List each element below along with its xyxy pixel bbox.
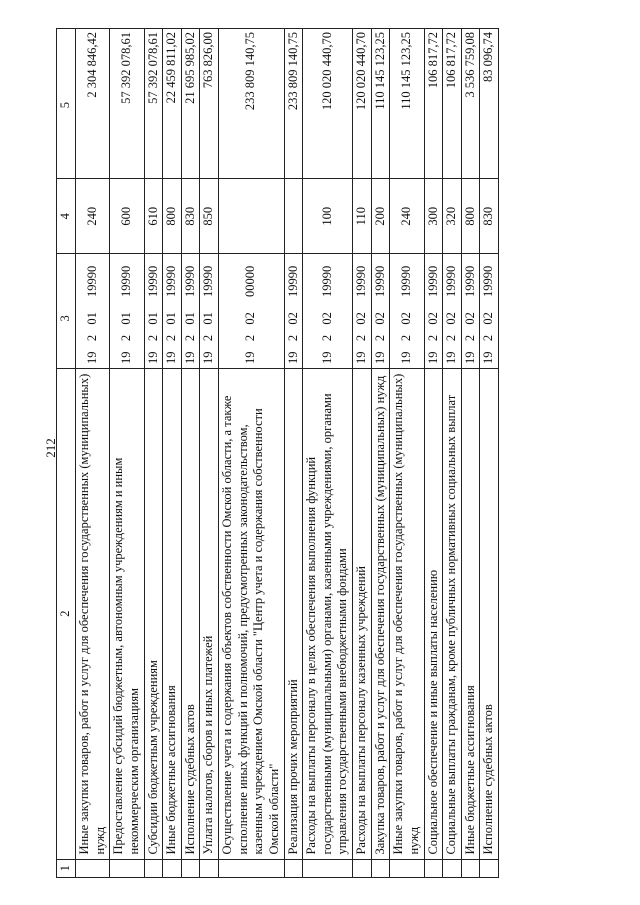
row-name-cell: Иные бюджетные ассигнования [163, 368, 182, 859]
row-code-a-cell: 19 [480, 348, 499, 368]
table-row [353, 29, 372, 878]
table-row [424, 29, 443, 878]
row-code-a-cell: 19 [443, 348, 462, 368]
row-type-cell: 240 [76, 179, 110, 254]
table-row [303, 29, 353, 878]
row-name-cell: Социальное обеспечение и иные выплаты населению [424, 368, 443, 859]
row-type-cell: 830 [181, 179, 200, 254]
row-code-c-cell: 02 [284, 308, 303, 328]
table-body [76, 29, 499, 878]
row-code-b-cell: 2 [461, 328, 480, 348]
row-sum-cell: 763 826,00 [200, 29, 219, 179]
row-index-cell [461, 859, 480, 877]
header-col-3d [57, 254, 76, 309]
row-sum-cell: 110 145 123,25 [390, 29, 424, 179]
row-index-cell [303, 859, 353, 877]
row-code-c-cell: 02 [219, 308, 285, 328]
row-code-b-cell: 2 [480, 328, 499, 348]
row-index-cell [443, 859, 462, 877]
row-index-cell [76, 859, 110, 877]
row-code-a-cell: 19 [424, 348, 443, 368]
row-code-b-cell: 2 [371, 328, 390, 348]
row-sum-cell: 3 536 759,08 [461, 29, 480, 179]
row-index-cell [424, 859, 443, 877]
row-code-d-cell: 19990 [443, 254, 462, 309]
row-index-cell [371, 859, 390, 877]
table-row [284, 29, 303, 878]
row-code-c-cell: 02 [371, 308, 390, 328]
row-code-d-cell: 00000 [219, 254, 285, 309]
row-code-a-cell: 19 [200, 348, 219, 368]
row-code-a-cell: 19 [181, 348, 200, 368]
row-name-cell: Иные закупки товаров, работ и услуг для обеспечения государственных (муниципальных) нужд [76, 368, 110, 859]
row-code-a-cell: 19 [76, 348, 110, 368]
row-code-a-cell: 19 [284, 348, 303, 368]
row-sum-cell: 106 817,72 [443, 29, 462, 179]
row-code-c-cell: 01 [76, 308, 110, 328]
row-code-d-cell: 19990 [200, 254, 219, 309]
row-name-cell: Закупка товаров, работ и услуг для обеспечения государственных (муниципальных) нужд [371, 368, 390, 859]
row-sum-cell: 83 096,74 [480, 29, 499, 179]
table-row [461, 29, 480, 878]
row-type-cell: 200 [371, 179, 390, 254]
page-number: 212 [43, 438, 58, 458]
row-sum-cell: 57 392 078,61 [110, 29, 144, 179]
table-row [110, 29, 144, 878]
row-code-c-cell: 01 [200, 308, 219, 328]
row-code-d-cell: 19990 [181, 254, 200, 309]
row-code-b-cell: 2 [424, 328, 443, 348]
header-col-1: 1 [57, 859, 76, 877]
row-name-cell: Социальные выплаты гражданам, кроме публичных нормативных социальных выплат [443, 368, 462, 859]
row-name-cell: Расходы на выплаты персоналу казенных учреждений [353, 368, 372, 859]
row-code-d-cell: 19990 [461, 254, 480, 309]
header-col-5: 5 [57, 29, 76, 179]
row-type-cell [284, 179, 303, 254]
row-code-a-cell: 19 [390, 348, 424, 368]
row-code-b-cell: 2 [443, 328, 462, 348]
row-name-cell: Реализация прочих мероприятий [284, 368, 303, 859]
row-code-a-cell: 19 [461, 348, 480, 368]
row-code-c-cell: 02 [303, 308, 353, 328]
row-name-cell: Субсидии бюджетным учреждениям [144, 368, 163, 859]
row-sum-cell: 2 304 846,42 [76, 29, 110, 179]
row-name-cell: Исполнение судебных актов [480, 368, 499, 859]
table-row [443, 29, 462, 878]
header-col-3b [57, 328, 76, 348]
row-sum-cell: 110 145 123,25 [371, 29, 390, 179]
row-code-d-cell: 19990 [390, 254, 424, 309]
row-code-c-cell: 01 [110, 308, 144, 328]
row-type-cell: 240 [390, 179, 424, 254]
row-sum-cell: 106 817,72 [424, 29, 443, 179]
table-row [163, 29, 182, 878]
row-code-b-cell: 2 [76, 328, 110, 348]
header-col-2: 2 [57, 368, 76, 859]
row-code-a-cell: 19 [303, 348, 353, 368]
row-code-b-cell: 2 [181, 328, 200, 348]
row-code-a-cell: 19 [110, 348, 144, 368]
row-index-cell [284, 859, 303, 877]
table-row [144, 29, 163, 878]
table-row [390, 29, 424, 878]
row-code-a-cell: 19 [371, 348, 390, 368]
row-name-cell: Исполнение судебных актов [181, 368, 200, 859]
row-sum-cell: 21 695 985,02 [181, 29, 200, 179]
row-type-cell: 800 [461, 179, 480, 254]
table-row [371, 29, 390, 878]
row-code-d-cell: 19990 [353, 254, 372, 309]
row-code-c-cell: 02 [480, 308, 499, 328]
row-index-cell [480, 859, 499, 877]
row-code-c-cell: 02 [424, 308, 443, 328]
row-type-cell: 300 [424, 179, 443, 254]
row-code-b-cell: 2 [303, 328, 353, 348]
row-code-d-cell: 19990 [284, 254, 303, 309]
row-index-cell [144, 859, 163, 877]
row-name-cell: Расходы на выплаты персоналу в целях обеспечения выполнения функций государственными (муниципальными) органами, казенными учреждениями, органами управления государственными внебюджетными фондами [303, 368, 353, 859]
row-index-cell [219, 859, 285, 877]
row-index-cell [390, 859, 424, 877]
header-col-3: 3 [57, 308, 76, 328]
row-code-d-cell: 19990 [424, 254, 443, 309]
row-sum-cell: 120 020 440,70 [303, 29, 353, 179]
row-sum-cell: 22 459 811,02 [163, 29, 182, 179]
row-index-cell [110, 859, 144, 877]
row-code-c-cell: 02 [390, 308, 424, 328]
row-code-c-cell: 02 [443, 308, 462, 328]
row-code-c-cell: 01 [163, 308, 182, 328]
table-row [480, 29, 499, 878]
row-index-cell [163, 859, 182, 877]
header-col-3a [57, 348, 76, 368]
row-code-a-cell: 19 [144, 348, 163, 368]
table-row [219, 29, 285, 878]
row-type-cell: 610 [144, 179, 163, 254]
budget-table-rotated [56, 28, 611, 878]
row-type-cell: 100 [303, 179, 353, 254]
row-code-b-cell: 2 [144, 328, 163, 348]
row-name-cell: Иные закупки товаров, работ и услуг для обеспечения государственных (муниципальных) нужд [390, 368, 424, 859]
row-name-cell: Предоставление субсидий бюджетным, автономным учреждениям и иным некоммерческим организациям [110, 368, 144, 859]
row-type-cell: 850 [200, 179, 219, 254]
row-sum-cell: 233 809 140,75 [219, 29, 285, 179]
header-row [57, 29, 76, 878]
row-code-d-cell: 19990 [480, 254, 499, 309]
row-name-cell: Иные бюджетные ассигнования [461, 368, 480, 859]
row-sum-cell: 233 809 140,75 [284, 29, 303, 179]
row-code-b-cell: 2 [163, 328, 182, 348]
row-type-cell: 600 [110, 179, 144, 254]
row-type-cell: 800 [163, 179, 182, 254]
row-code-d-cell: 19990 [163, 254, 182, 309]
row-code-a-cell: 19 [353, 348, 372, 368]
row-sum-cell: 120 020 440,70 [353, 29, 372, 179]
row-code-c-cell: 02 [353, 308, 372, 328]
row-code-d-cell: 19990 [110, 254, 144, 309]
row-code-c-cell: 01 [144, 308, 163, 328]
row-code-d-cell: 19990 [371, 254, 390, 309]
row-code-c-cell: 01 [181, 308, 200, 328]
row-code-c-cell: 02 [461, 308, 480, 328]
row-code-a-cell: 19 [219, 348, 285, 368]
header-col-4: 4 [57, 179, 76, 254]
row-index-cell [200, 859, 219, 877]
row-index-cell [181, 859, 200, 877]
row-name-cell: Осуществление учета и содержания объектов собственности Омской области, а также исполнение иных функций и полномочий, предусмотренных законодательством, казенным учреждением Омской области "Центр учета и содержания собственности Омской области" [219, 368, 285, 859]
row-code-b-cell: 2 [110, 328, 144, 348]
row-type-cell [219, 179, 285, 254]
row-code-b-cell: 2 [200, 328, 219, 348]
row-code-d-cell: 19990 [76, 254, 110, 309]
row-code-b-cell: 2 [284, 328, 303, 348]
row-code-d-cell: 19990 [303, 254, 353, 309]
row-type-cell: 110 [353, 179, 372, 254]
row-code-b-cell: 2 [353, 328, 372, 348]
row-type-cell: 830 [480, 179, 499, 254]
table-row [200, 29, 219, 878]
row-code-b-cell: 2 [390, 328, 424, 348]
row-index-cell [353, 859, 372, 877]
row-code-a-cell: 19 [163, 348, 182, 368]
table-row [181, 29, 200, 878]
row-code-b-cell: 2 [219, 328, 285, 348]
table-row [76, 29, 110, 878]
budget-table [56, 28, 499, 878]
row-code-d-cell: 19990 [144, 254, 163, 309]
row-type-cell: 320 [443, 179, 462, 254]
row-name-cell: Уплата налогов, сборов и иных платежей [200, 368, 219, 859]
row-sum-cell: 57 392 078,61 [144, 29, 163, 179]
